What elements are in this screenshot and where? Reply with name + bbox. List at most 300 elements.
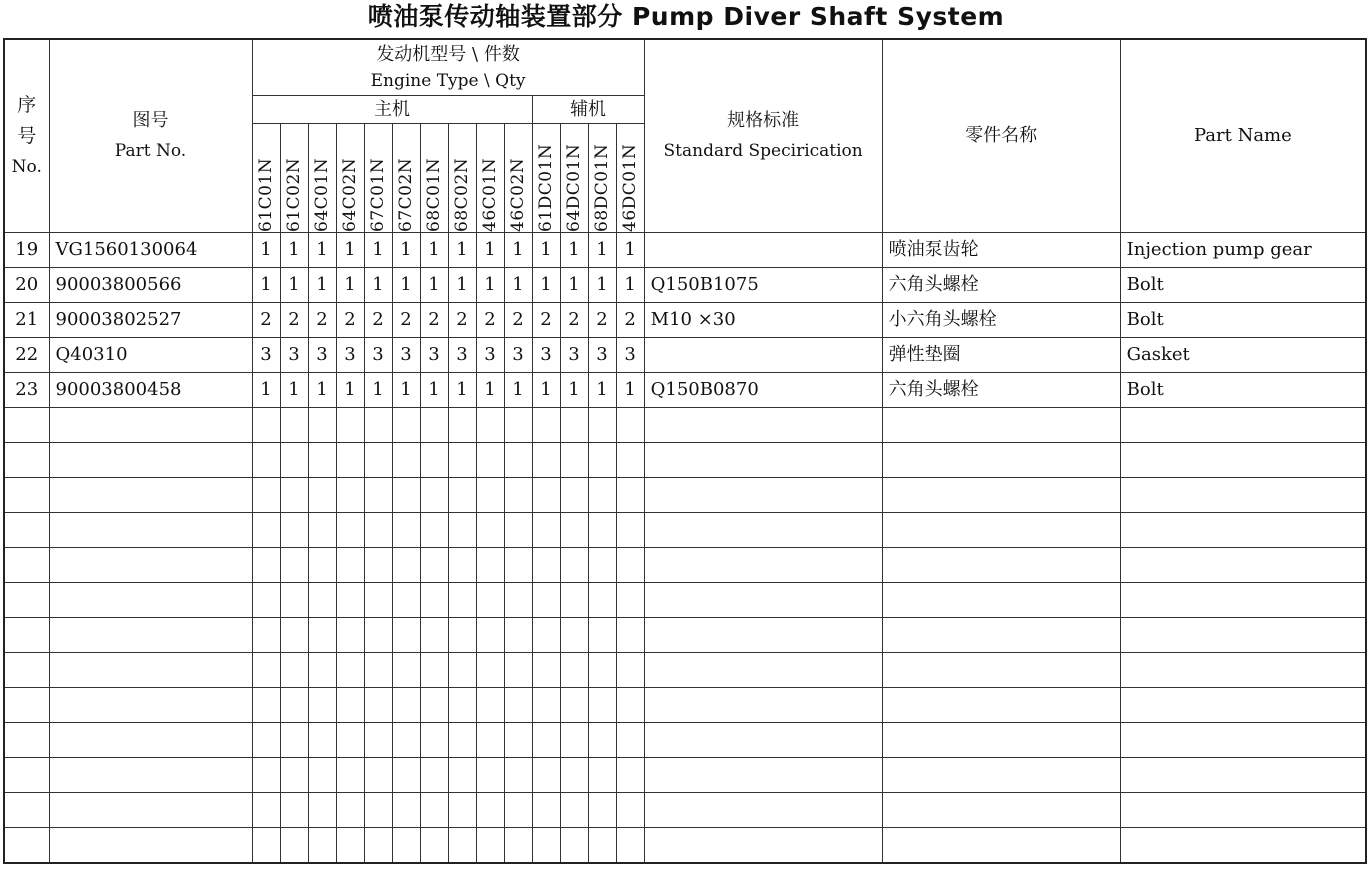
empty-cell	[308, 828, 336, 864]
empty-row	[4, 828, 1366, 864]
qty-cell: 2	[532, 303, 560, 338]
engine-type-label: 46C01N	[479, 157, 500, 232]
empty-row	[4, 443, 1366, 478]
empty-cell	[49, 618, 252, 653]
empty-cell	[420, 443, 448, 478]
part-no-cell: 90003800566	[49, 268, 252, 303]
qty-cell: 3	[252, 338, 280, 373]
empty-cell	[504, 688, 532, 723]
empty-row	[4, 408, 1366, 443]
qty-cell: 2	[364, 303, 392, 338]
empty-cell	[448, 618, 476, 653]
empty-cell	[308, 723, 336, 758]
empty-cell	[364, 653, 392, 688]
empty-cell	[1120, 583, 1366, 618]
qty-cell: 1	[308, 233, 336, 268]
engine-type-label: 67C01N	[367, 157, 388, 232]
empty-cell	[420, 583, 448, 618]
empty-cell	[280, 828, 308, 864]
empty-cell	[644, 408, 882, 443]
empty-cell	[4, 513, 49, 548]
main-engine-group: 主机	[252, 96, 532, 124]
empty-cell	[476, 793, 504, 828]
empty-cell	[252, 583, 280, 618]
part-name-en-cell: Bolt	[1120, 303, 1366, 338]
part-name-en-cell: Bolt	[1120, 268, 1366, 303]
empty-cell	[420, 688, 448, 723]
empty-cell	[476, 828, 504, 864]
part-no-cell: 90003800458	[49, 373, 252, 408]
empty-cell	[882, 688, 1120, 723]
qty-cell: 1	[504, 373, 532, 408]
empty-cell	[49, 793, 252, 828]
empty-cell	[644, 688, 882, 723]
seq-header: 序 号 No.	[4, 39, 49, 233]
qty-cell: 1	[364, 373, 392, 408]
empty-row	[4, 688, 1366, 723]
empty-cell	[308, 653, 336, 688]
qty-cell: 3	[476, 338, 504, 373]
empty-cell	[308, 583, 336, 618]
empty-cell	[308, 758, 336, 793]
empty-cell	[560, 583, 588, 618]
empty-cell	[644, 793, 882, 828]
empty-cell	[308, 478, 336, 513]
empty-cell	[336, 758, 364, 793]
standard-cell: M10 ×30	[644, 303, 882, 338]
empty-cell	[364, 688, 392, 723]
empty-cell	[4, 688, 49, 723]
empty-cell	[448, 793, 476, 828]
empty-cell	[882, 583, 1120, 618]
qty-cell: 1	[308, 373, 336, 408]
empty-cell	[364, 758, 392, 793]
qty-cell: 1	[448, 268, 476, 303]
engine-type-col-header	[476, 124, 504, 233]
empty-cell	[49, 653, 252, 688]
empty-cell	[882, 653, 1120, 688]
part-name-zh-cell: 六角头螺栓	[882, 268, 1120, 303]
qty-cell: 2	[616, 303, 644, 338]
empty-cell	[644, 618, 882, 653]
empty-cell	[588, 548, 616, 583]
empty-cell	[252, 793, 280, 828]
qty-cell: 1	[252, 233, 280, 268]
empty-cell	[420, 513, 448, 548]
empty-cell	[448, 478, 476, 513]
empty-cell	[644, 513, 882, 548]
empty-cell	[364, 513, 392, 548]
empty-cell	[532, 478, 560, 513]
empty-cell	[588, 408, 616, 443]
qty-cell: 2	[392, 303, 420, 338]
empty-cell	[532, 443, 560, 478]
empty-cell	[476, 723, 504, 758]
qty-cell: 2	[336, 303, 364, 338]
empty-cell	[252, 653, 280, 688]
engine-type-col-header	[616, 124, 644, 233]
part-no-cell: Q40310	[49, 338, 252, 373]
empty-cell	[364, 828, 392, 864]
empty-cell	[616, 793, 644, 828]
part-name-zh-cell: 喷油泵齿轮	[882, 233, 1120, 268]
empty-cell	[560, 688, 588, 723]
engine-type-col-header	[308, 124, 336, 233]
empty-cell	[49, 478, 252, 513]
qty-cell: 2	[420, 303, 448, 338]
empty-cell	[476, 548, 504, 583]
empty-cell	[560, 723, 588, 758]
engine-type-col-header	[280, 124, 308, 233]
empty-cell	[588, 583, 616, 618]
qty-cell: 2	[280, 303, 308, 338]
empty-cell	[252, 688, 280, 723]
empty-cell	[280, 443, 308, 478]
empty-row	[4, 583, 1366, 618]
empty-cell	[644, 443, 882, 478]
empty-cell	[560, 513, 588, 548]
empty-cell	[882, 443, 1120, 478]
qty-cell: 1	[336, 268, 364, 303]
empty-cell	[336, 828, 364, 864]
qty-cell: 1	[392, 268, 420, 303]
engine-type-label: 46C02N	[507, 157, 528, 232]
table-row	[4, 233, 1366, 268]
empty-cell	[4, 828, 49, 864]
qty-cell: 3	[336, 338, 364, 373]
qty-cell: 3	[616, 338, 644, 373]
engine-type-label: 46DC01N	[619, 143, 640, 232]
page-title: 喷油泵传动轴装置部分 Pump Diver Shaft System	[367, 2, 1005, 31]
empty-cell	[448, 688, 476, 723]
qty-cell: 1	[560, 373, 588, 408]
qty-cell: 3	[420, 338, 448, 373]
empty-cell	[336, 513, 364, 548]
empty-cell	[392, 583, 420, 618]
qty-cell: 3	[504, 338, 532, 373]
empty-row	[4, 618, 1366, 653]
empty-cell	[392, 793, 420, 828]
empty-cell	[476, 408, 504, 443]
qty-cell: 1	[420, 268, 448, 303]
empty-cell	[476, 758, 504, 793]
part-no-cell: VG1560130064	[49, 233, 252, 268]
empty-cell	[280, 653, 308, 688]
qty-cell: 1	[448, 233, 476, 268]
qty-cell: 1	[504, 268, 532, 303]
qty-cell: 3	[448, 338, 476, 373]
empty-cell	[560, 478, 588, 513]
empty-cell	[392, 828, 420, 864]
empty-cell	[532, 408, 560, 443]
empty-cell	[504, 478, 532, 513]
empty-cell	[280, 758, 308, 793]
empty-cell	[616, 723, 644, 758]
qty-cell: 1	[280, 268, 308, 303]
table-row	[4, 373, 1366, 408]
empty-cell	[644, 758, 882, 793]
qty-cell: 1	[308, 268, 336, 303]
empty-cell	[560, 618, 588, 653]
qty-cell: 1	[280, 373, 308, 408]
empty-cell	[882, 758, 1120, 793]
engine-type-col-header	[420, 124, 448, 233]
empty-cell	[504, 758, 532, 793]
empty-cell	[882, 548, 1120, 583]
empty-cell	[280, 478, 308, 513]
seq-cell: 21	[4, 303, 49, 338]
qty-cell: 1	[588, 268, 616, 303]
engine-type-col-header	[532, 124, 560, 233]
empty-cell	[392, 618, 420, 653]
empty-cell	[392, 688, 420, 723]
empty-cell	[336, 793, 364, 828]
empty-cell	[616, 758, 644, 793]
empty-cell	[4, 653, 49, 688]
empty-cell	[280, 513, 308, 548]
engine-type-label: 68C01N	[423, 157, 444, 232]
empty-cell	[644, 548, 882, 583]
qty-cell: 1	[420, 233, 448, 268]
qty-cell: 3	[532, 338, 560, 373]
empty-cell	[420, 653, 448, 688]
empty-cell	[392, 513, 420, 548]
empty-cell	[4, 723, 49, 758]
empty-cell	[1120, 478, 1366, 513]
part-no-cell: 90003802527	[49, 303, 252, 338]
empty-cell	[392, 478, 420, 513]
part-name-en-header: Part Name	[1120, 39, 1366, 233]
empty-cell	[308, 688, 336, 723]
empty-cell	[336, 653, 364, 688]
empty-cell	[448, 653, 476, 688]
empty-cell	[476, 618, 504, 653]
table-row	[4, 338, 1366, 373]
empty-cell	[364, 793, 392, 828]
empty-cell	[420, 618, 448, 653]
empty-cell	[420, 793, 448, 828]
qty-cell: 2	[448, 303, 476, 338]
empty-cell	[308, 513, 336, 548]
empty-cell	[308, 548, 336, 583]
empty-cell	[336, 583, 364, 618]
empty-cell	[420, 723, 448, 758]
empty-cell	[882, 513, 1120, 548]
empty-cell	[252, 828, 280, 864]
empty-cell	[532, 583, 560, 618]
empty-cell	[49, 443, 252, 478]
qty-cell: 1	[252, 373, 280, 408]
empty-row	[4, 513, 1366, 548]
empty-cell	[420, 548, 448, 583]
empty-cell	[616, 478, 644, 513]
empty-cell	[4, 793, 49, 828]
empty-cell	[392, 758, 420, 793]
empty-cell	[532, 758, 560, 793]
empty-cell	[308, 793, 336, 828]
qty-cell: 2	[588, 303, 616, 338]
qty-cell: 1	[364, 233, 392, 268]
empty-cell	[280, 688, 308, 723]
engine-type-label: 64C01N	[311, 157, 332, 232]
empty-cell	[504, 513, 532, 548]
qty-cell: 3	[280, 338, 308, 373]
empty-cell	[1120, 688, 1366, 723]
empty-cell	[49, 408, 252, 443]
qty-cell: 1	[476, 373, 504, 408]
empty-cell	[364, 408, 392, 443]
empty-cell	[4, 758, 49, 793]
empty-cell	[420, 408, 448, 443]
part-no-header: 图号 Part No.	[49, 39, 252, 233]
empty-cell	[364, 723, 392, 758]
empty-cell	[1120, 793, 1366, 828]
engine-type-col-header	[504, 124, 532, 233]
qty-cell: 3	[392, 338, 420, 373]
empty-cell	[644, 583, 882, 618]
empty-cell	[532, 653, 560, 688]
empty-cell	[532, 548, 560, 583]
empty-cell	[882, 828, 1120, 864]
seq-cell: 22	[4, 338, 49, 373]
standard-header: 规格标准 Standard Specirication	[644, 39, 882, 233]
qty-cell: 1	[252, 268, 280, 303]
empty-cell	[616, 583, 644, 618]
empty-cell	[476, 513, 504, 548]
empty-cell	[336, 408, 364, 443]
qty-cell: 1	[364, 268, 392, 303]
part-name-zh-cell: 小六角头螺栓	[882, 303, 1120, 338]
empty-cell	[252, 758, 280, 793]
empty-cell	[504, 653, 532, 688]
qty-cell: 1	[280, 233, 308, 268]
empty-cell	[448, 828, 476, 864]
empty-cell	[448, 758, 476, 793]
empty-cell	[882, 723, 1120, 758]
empty-cell	[504, 723, 532, 758]
empty-cell	[616, 443, 644, 478]
qty-cell: 1	[588, 233, 616, 268]
qty-cell: 1	[336, 233, 364, 268]
standard-cell	[644, 233, 882, 268]
empty-cell	[1120, 618, 1366, 653]
empty-cell	[1120, 548, 1366, 583]
empty-cell	[644, 723, 882, 758]
qty-cell: 3	[588, 338, 616, 373]
engine-type-col-header	[560, 124, 588, 233]
parts-table	[3, 38, 1367, 864]
empty-cell	[882, 478, 1120, 513]
empty-cell	[560, 758, 588, 793]
qty-cell: 1	[616, 268, 644, 303]
engine-type-label: 64DC01N	[563, 143, 584, 232]
empty-cell	[504, 618, 532, 653]
empty-cell	[1120, 723, 1366, 758]
part-name-zh-cell: 六角头螺栓	[882, 373, 1120, 408]
empty-row	[4, 793, 1366, 828]
empty-cell	[448, 548, 476, 583]
empty-row	[4, 478, 1366, 513]
empty-cell	[280, 408, 308, 443]
empty-cell	[1120, 408, 1366, 443]
empty-cell	[588, 758, 616, 793]
empty-cell	[392, 408, 420, 443]
empty-cell	[588, 653, 616, 688]
engine-type-header: 发动机型号 \ 件数 Engine Type \ Qty	[252, 39, 644, 96]
empty-cell	[504, 443, 532, 478]
engine-type-col-header	[364, 124, 392, 233]
empty-cell	[392, 653, 420, 688]
empty-cell	[588, 618, 616, 653]
engine-type-col-header	[588, 124, 616, 233]
empty-cell	[364, 548, 392, 583]
seq-cell: 23	[4, 373, 49, 408]
empty-cell	[336, 618, 364, 653]
qty-cell: 1	[532, 233, 560, 268]
empty-cell	[532, 618, 560, 653]
empty-cell	[504, 583, 532, 618]
empty-cell	[49, 723, 252, 758]
qty-cell: 1	[476, 233, 504, 268]
engine-type-label: 68C02N	[451, 157, 472, 232]
empty-cell	[280, 793, 308, 828]
engine-type-col-header	[448, 124, 476, 233]
empty-cell	[504, 548, 532, 583]
empty-cell	[49, 548, 252, 583]
empty-cell	[588, 723, 616, 758]
part-name-zh-header: 零件名称	[882, 39, 1120, 233]
table-row	[4, 268, 1366, 303]
empty-cell	[420, 828, 448, 864]
empty-cell	[280, 723, 308, 758]
empty-cell	[476, 653, 504, 688]
empty-cell	[364, 583, 392, 618]
empty-cell	[1120, 828, 1366, 864]
empty-cell	[448, 408, 476, 443]
empty-cell	[588, 513, 616, 548]
empty-cell	[476, 583, 504, 618]
empty-cell	[504, 408, 532, 443]
empty-cell	[532, 688, 560, 723]
qty-cell: 2	[504, 303, 532, 338]
empty-cell	[560, 443, 588, 478]
empty-cell	[280, 583, 308, 618]
empty-cell	[336, 443, 364, 478]
empty-cell	[49, 688, 252, 723]
empty-cell	[616, 653, 644, 688]
empty-cell	[588, 828, 616, 864]
empty-cell	[882, 618, 1120, 653]
empty-cell	[616, 688, 644, 723]
empty-cell	[4, 548, 49, 583]
empty-cell	[252, 618, 280, 653]
qty-cell: 3	[560, 338, 588, 373]
qty-cell: 1	[588, 373, 616, 408]
empty-cell	[588, 443, 616, 478]
qty-cell: 3	[364, 338, 392, 373]
empty-cell	[476, 688, 504, 723]
empty-cell	[1120, 443, 1366, 478]
empty-cell	[1120, 653, 1366, 688]
empty-cell	[49, 583, 252, 618]
empty-cell	[49, 758, 252, 793]
empty-cell	[392, 723, 420, 758]
empty-cell	[280, 618, 308, 653]
empty-cell	[252, 548, 280, 583]
empty-cell	[504, 828, 532, 864]
engine-type-label: 61DC01N	[535, 143, 556, 232]
engine-type-col-header	[392, 124, 420, 233]
